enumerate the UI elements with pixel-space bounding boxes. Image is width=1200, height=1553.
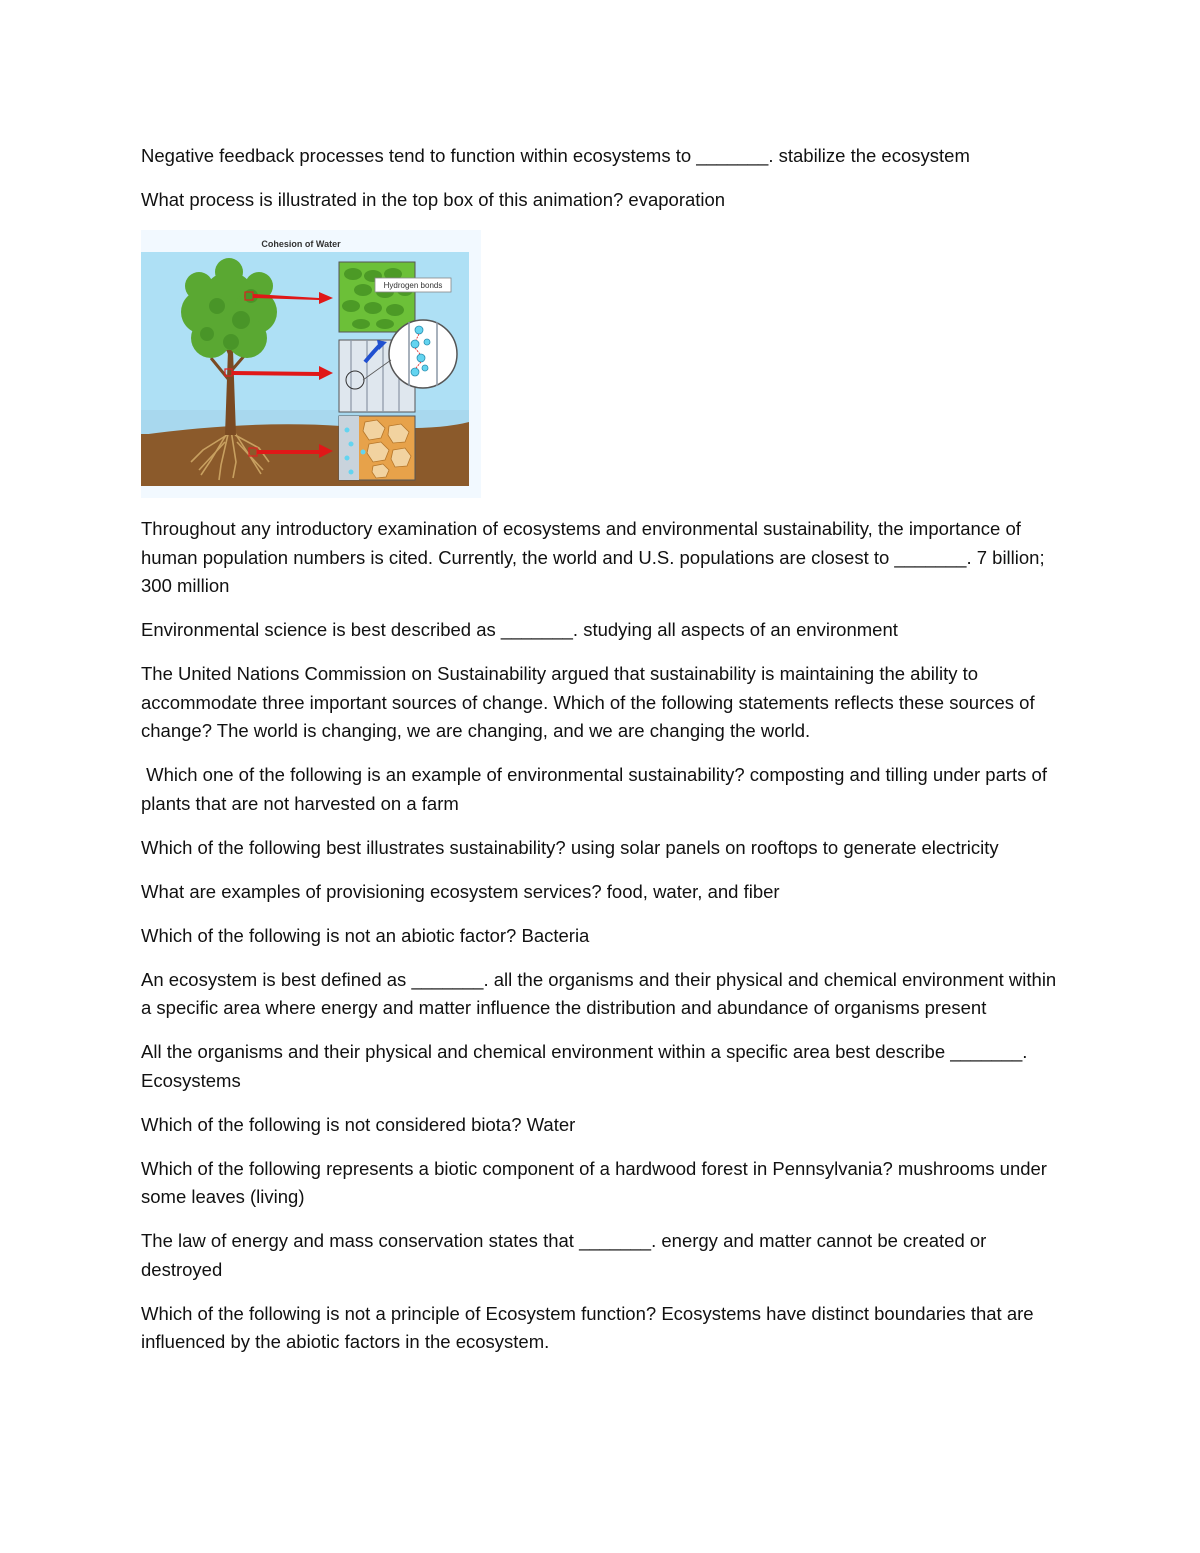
question-abiotic-factor: Which of the following is not an abiotic factor? Bacteria — [141, 924, 590, 946]
question-feedback: Negative feedback processes tend to function within ecosystems to _______. stabilize the ecosystem — [141, 145, 970, 166]
question-population: Throughout any introductory examination of ecosystems and environmental sustainability, the importance of human population numbers is cited. Currently, the world and U.S. populations are closest to _______. 7 billion; 300 million — [141, 518, 1045, 596]
question-conservation-law: The law of energy and mass conservation states that _______. energy and matter cannot be created or destroyed — [141, 1230, 987, 1280]
question-ecosystem-principle: Which of the following is not a principle of Ecosystem function? Ecosystems have distinct boundaries that are influenced by the abiotic factors in the ecosystem. — [141, 1302, 1034, 1352]
figure-title: Cohesion of Water — [261, 239, 341, 249]
question-environmental-science: Environmental science is best described as _______. studying all aspects of an environment — [141, 619, 898, 640]
question-sustainability-example: Which of the following best illustrates sustainability? using solar panels on rooftops to generate electricity — [141, 836, 999, 858]
question-organisms-environment: All the organisms and their physical and chemical environment within a specific area best describe _______. Ecosystems — [141, 1041, 1028, 1091]
question-animation: What process is illustrated in the top box of this animation? evaporation — [141, 189, 726, 210]
figure-label-hydrogen-bonds: Hydrogen bonds — [383, 281, 443, 290]
question-biota: Which of the following is not considered biota? Water — [141, 1113, 576, 1135]
document-body — [141, 142, 1061, 1372]
question-un-commission: The United Nations Commission on Sustainability argued that sustainability is maintaining the ability to accommodate three important sources of change. Which of the following statements reflects these sources of change? The world is changing, we are changing, and we are changing the world. — [141, 663, 1035, 741]
question-biotic-component: Which of the following represents a biotic component of a hardwood forest in Pennsylvania? mushrooms under some leaves (living) — [141, 1157, 1047, 1207]
question-provisioning-services: What are examples of provisioning ecosystem services? food, water, and fiber — [141, 880, 780, 902]
question-environmental-sustainability: Which one of the following is an example of environmental sustainability? composting and tilling under parts of plants that are not harvested on a farm — [141, 764, 1053, 814]
question-ecosystem-definition: An ecosystem is best defined as _______. all the organisms and their physical and chemical environment within a specific area where energy and matter influence the distribution and abundance of organisms present — [141, 968, 1057, 1018]
cohesion-of-water-figure — [141, 230, 481, 498]
